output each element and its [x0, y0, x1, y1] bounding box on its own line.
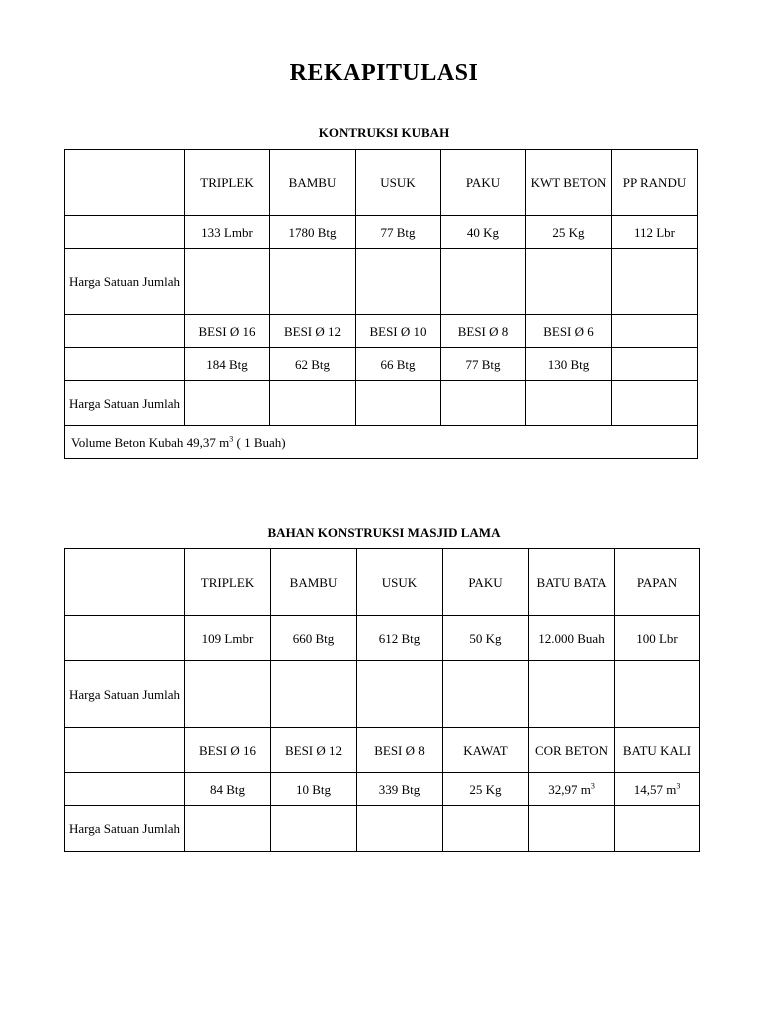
table-cell: BESI Ø 8 [441, 315, 526, 348]
table-cell [185, 381, 270, 426]
table-row [65, 426, 698, 459]
table-cell [529, 806, 615, 852]
table-cell: TRIPLEK [185, 549, 271, 616]
unit-superscript: 3 [676, 781, 681, 791]
table-cell [443, 806, 529, 852]
table-row [65, 381, 698, 426]
table-cell [185, 249, 270, 315]
table-row [65, 150, 698, 216]
table-cell: BAMBU [270, 150, 356, 216]
table-row [65, 616, 700, 661]
table-cell: Harga Satuan Jumlah [65, 249, 185, 315]
table-cell [185, 806, 271, 852]
table-cell: 339 Btg [357, 773, 443, 806]
table-cell [443, 661, 529, 728]
table-cell [612, 315, 698, 348]
table-cell: 40 Kg [441, 216, 526, 249]
table-row [65, 315, 698, 348]
table-cell: 100 Lbr [615, 616, 700, 661]
table-cell: BESI Ø 16 [185, 315, 270, 348]
table-cell: BESI Ø 12 [271, 728, 357, 773]
table-cell: 62 Btg [270, 348, 356, 381]
table-cell: BESI Ø 12 [270, 315, 356, 348]
table-row [65, 348, 698, 381]
table-row [65, 249, 698, 315]
table-cell: BESI Ø 8 [357, 728, 443, 773]
table-masjid [64, 548, 700, 852]
table-cell: 10 Btg [271, 773, 357, 806]
table-cell: PAKU [443, 549, 529, 616]
table-cell [612, 381, 698, 426]
table-cell: 660 Btg [271, 616, 357, 661]
table-cell [271, 806, 357, 852]
table-cell: 130 Btg [526, 348, 612, 381]
table-cell: 612 Btg [357, 616, 443, 661]
table-row [65, 549, 700, 616]
table-cell: TRIPLEK [185, 150, 270, 216]
table-cell: USUK [357, 549, 443, 616]
table-cell [441, 381, 526, 426]
table-row [65, 728, 700, 773]
table-cell: KAWAT [443, 728, 529, 773]
table-cell [65, 728, 185, 773]
table-cell [65, 315, 185, 348]
table-cell: BATU KALI [615, 728, 700, 773]
table-cell [356, 249, 441, 315]
volume-note [65, 426, 698, 459]
volume-count: ( 1 Buah) [233, 434, 286, 450]
table-cell: KWT BETON [526, 150, 612, 216]
table-cell: 12.000 Buah [529, 616, 615, 661]
table-cell [612, 249, 698, 315]
table-cell [185, 661, 271, 728]
unit-superscript: 3 [590, 781, 595, 791]
table-cell: 25 Kg [443, 773, 529, 806]
table-cell: Harga Satuan Jumlah [65, 381, 185, 426]
table-cell [529, 661, 615, 728]
table-row [65, 773, 700, 806]
table-cell: Harga Satuan Jumlah [65, 806, 185, 852]
table-cell [615, 661, 700, 728]
table-cell [271, 661, 357, 728]
table-row [65, 806, 700, 852]
table-cell: 77 Btg [441, 348, 526, 381]
table-cell: 84 Btg [185, 773, 271, 806]
table-cell: 25 Kg [526, 216, 612, 249]
table-cell [65, 150, 185, 216]
table-cell [270, 249, 356, 315]
table-cell: BESI Ø 16 [185, 728, 271, 773]
table-cell: USUK [356, 150, 441, 216]
section-title-kubah: KONTRUKSI KUBAH [318, 125, 450, 140]
table-row [65, 661, 700, 728]
table-cell [65, 773, 185, 806]
table-cell: PP RANDU [612, 150, 698, 216]
table-cell: BATU BATA [529, 549, 615, 616]
table-cell [65, 616, 185, 661]
page-title: REKAPITULASI [289, 60, 479, 86]
table-cell: PAKU [441, 150, 526, 216]
table-cell [270, 381, 356, 426]
table-cell: BAMBU [271, 549, 357, 616]
table-cell: PAPAN [615, 549, 700, 616]
volume-text: Volume Beton Kubah 49,37 m [71, 434, 230, 450]
table-cell [356, 381, 441, 426]
table-cell [612, 348, 698, 381]
table-cell [357, 806, 443, 852]
table-cell: 109 Lmbr [185, 616, 271, 661]
table-cell: 184 Btg [185, 348, 270, 381]
table-cell [357, 661, 443, 728]
table-cell [615, 806, 700, 852]
table-row [65, 216, 698, 249]
table-cell: COR BETON [529, 728, 615, 773]
table-cell [441, 249, 526, 315]
table-cell [526, 249, 612, 315]
volume-superscript: 3 [229, 434, 234, 444]
table-cell: BESI Ø 10 [356, 315, 441, 348]
table-cell [529, 773, 615, 806]
section-title-masjid: BAHAN KONSTRUKSI MASJID LAMA [267, 525, 501, 540]
cor-beton-volume: 32,97 m [548, 781, 591, 797]
table-cell: 50 Kg [443, 616, 529, 661]
table-cell: BESI Ø 6 [526, 315, 612, 348]
table-cell: 1780 Btg [270, 216, 356, 249]
table-cell [615, 773, 700, 806]
table-cell: Harga Satuan Jumlah [65, 661, 185, 728]
table-cell [65, 348, 185, 381]
table-cell: 133 Lmbr [185, 216, 270, 249]
table-cell [526, 381, 612, 426]
table-cell: 66 Btg [356, 348, 441, 381]
table-cell: 112 Lbr [612, 216, 698, 249]
table-kubah [64, 149, 698, 459]
table-cell [65, 216, 185, 249]
table-cell: 77 Btg [356, 216, 441, 249]
table-cell [65, 549, 185, 616]
batu-kali-volume: 14,57 m [633, 781, 677, 797]
